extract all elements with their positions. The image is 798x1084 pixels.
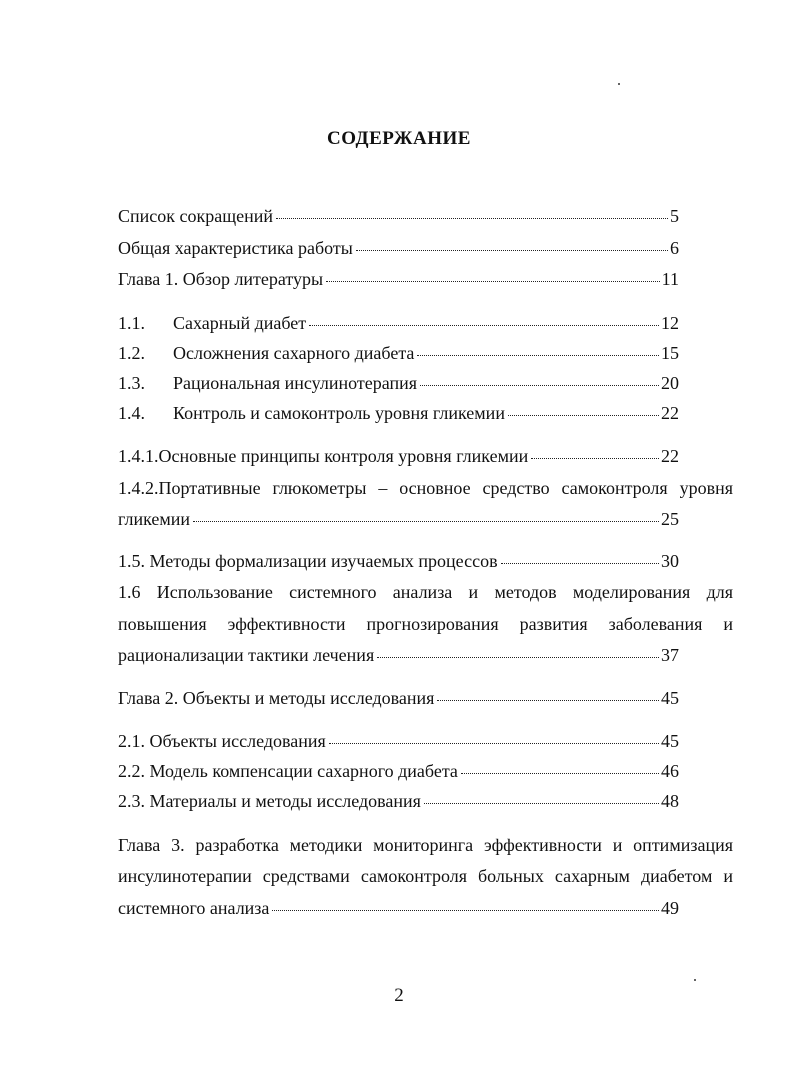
toc-entry-1-5 (118, 549, 679, 573)
toc-entry-page: 5 (670, 206, 679, 226)
toc-entry-number: 1.4. (118, 403, 145, 423)
toc-entry-label: 2.1. Объекты исследования (118, 731, 326, 751)
toc-entry-1-6-line-1: 1.6 Использование системного анализа и методов моделирования для (118, 582, 733, 602)
toc-entry-page: 12 (661, 313, 679, 333)
toc-entry-label: Глава 2. Объекты и методы исследования (118, 688, 435, 708)
toc-entry-2-1 (118, 729, 679, 753)
dot-leader (272, 896, 659, 911)
toc-entry-page: 6 (670, 238, 679, 258)
dot-leader (309, 311, 659, 326)
dot-leader (417, 341, 659, 356)
toc-entry-page: 20 (661, 373, 679, 393)
toc-entry-label: Рациональная инсулинотерапия (173, 373, 418, 393)
toc-entry-number: 1.1. (118, 313, 145, 333)
toc-entry-1-6-line-2: повышения эффективности прогнозирования развития заболевания и (118, 614, 733, 634)
dot-leader (501, 549, 659, 564)
toc-entry-page: 11 (661, 269, 679, 289)
toc-entry-page: 49 (661, 898, 679, 918)
toc-entry-chapter-3-line-1: Глава 3. разработка методики мониторинга эффективности и оптимизация (118, 835, 733, 855)
dot-leader (329, 729, 659, 744)
toc-entry-label: Список сокращений (118, 206, 273, 226)
toc-entry-label: 1.5. Методы формализации изучаемых процессов (118, 551, 498, 571)
toc-entry-number: 1.2. (118, 343, 145, 363)
toc-entry-page: 30 (661, 551, 679, 571)
dot-leader (531, 444, 659, 459)
toc-entry-label: Осложнения сахарного диабета (173, 343, 415, 363)
toc-entry-1-4-2 (118, 507, 679, 531)
toc-entry-chapter-3 (118, 896, 679, 920)
dot-leader (424, 789, 659, 804)
dot-leader (461, 759, 659, 774)
toc-entry-1-2 (118, 341, 679, 365)
toc-entry-1-4-1 (118, 444, 679, 468)
toc-entry-label: 2.3. Материалы и методы исследования (118, 791, 421, 811)
scan-speck (618, 83, 620, 85)
toc-entry-general (118, 236, 679, 260)
toc-entry-1-1 (118, 311, 679, 335)
toc-entry-1-4-2-line-1: 1.4.2.Портативные глюкометры – основное средство самоконтроля уровня (118, 478, 733, 498)
toc-entry-label: 2.2. Модель компенсации сахарного диабета (118, 761, 458, 781)
toc-entry-1-6 (118, 643, 679, 667)
dot-leader (326, 267, 660, 282)
toc-entry-label: рационализации тактики лечения (118, 645, 375, 665)
toc-entry-page: 45 (661, 731, 679, 751)
toc-entry-2-2 (118, 759, 679, 783)
toc-entry-page: 22 (661, 403, 679, 423)
toc-entry-page: 37 (661, 645, 679, 665)
toc-entry-label: гликемии (118, 509, 191, 529)
toc-entry-chapter-1 (118, 267, 679, 291)
toc-entry-label: 1.4.1.Основные принципы контроля уровня гликемии (118, 446, 529, 466)
toc-entry-page: 45 (661, 688, 679, 708)
toc-entry-chapter-2 (118, 686, 679, 710)
dot-leader (356, 236, 668, 251)
toc-entry-1-4 (118, 401, 679, 425)
toc-entry-chapter-3-line-2: инсулинотерапии средствами самоконтроля больных сахарным диабетом и (118, 866, 733, 886)
toc-entry-page: 46 (661, 761, 679, 781)
dot-leader (377, 643, 659, 658)
toc-entry-page: 15 (661, 343, 679, 363)
toc-entry-label: Глава 1. Обзор литературы (118, 269, 324, 289)
page-number: 2 (394, 985, 404, 1006)
dot-leader (276, 204, 668, 219)
toc-entry-label: системного анализа (118, 898, 270, 918)
toc-entry-label: Общая характеристика работы (118, 238, 353, 258)
scan-speck (694, 979, 696, 981)
toc-entry-2-3 (118, 789, 679, 813)
dot-leader (508, 401, 659, 416)
dot-leader (420, 371, 659, 386)
toc-entry-page: 25 (661, 509, 679, 529)
toc-entry-page: 48 (661, 791, 679, 811)
dot-leader (193, 507, 659, 522)
dot-leader (437, 686, 659, 701)
page-title: СОДЕРЖАНИЕ (327, 128, 471, 149)
toc-entry-label: Контроль и самоконтроль уровня гликемии (173, 403, 505, 423)
toc-entry-page: 22 (661, 446, 679, 466)
toc-entry-abbreviations (118, 204, 679, 228)
toc-entry-number: 1.3. (118, 373, 145, 393)
toc-entry-label: Сахарный диабет (173, 313, 307, 333)
toc-entry-1-3 (118, 371, 679, 395)
